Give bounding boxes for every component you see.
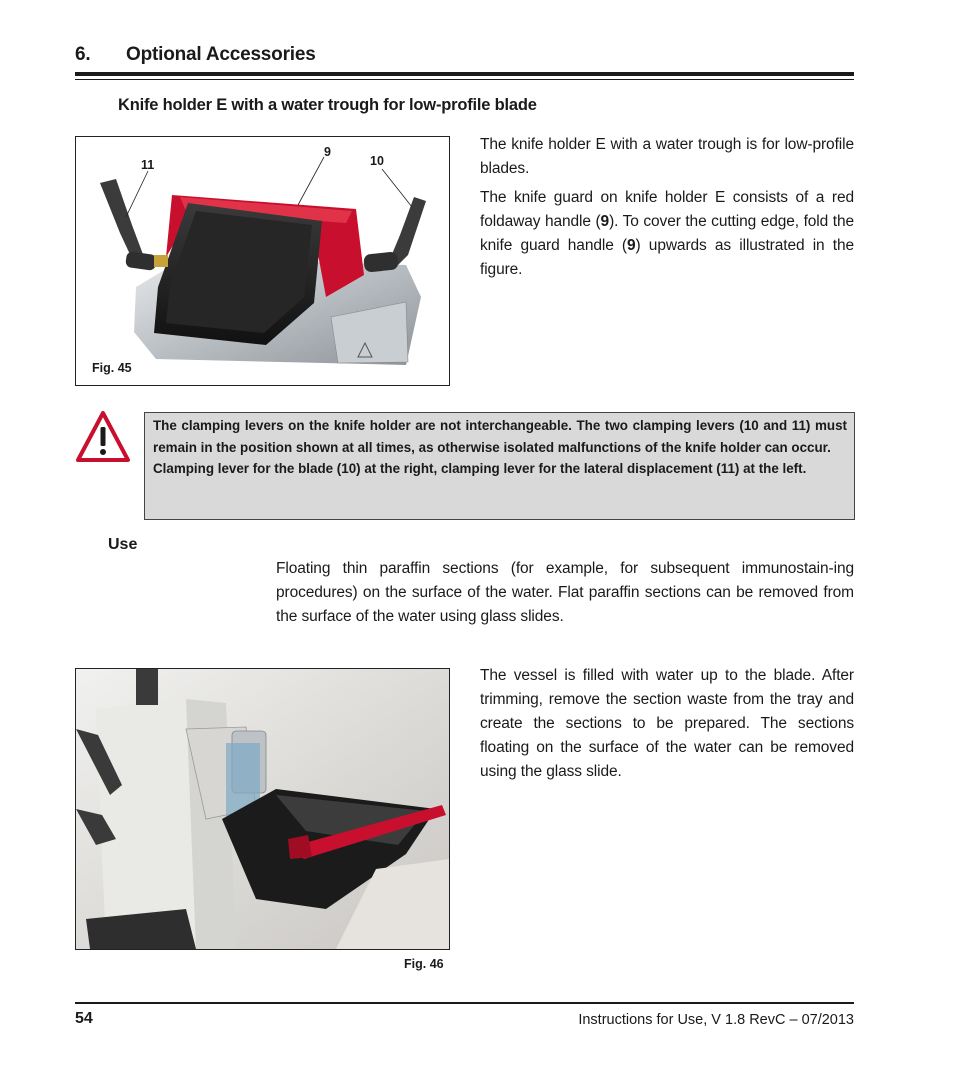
use-text: Floating thin paraffin sections (for example, for subsequent immunostain-ing procedures) on the surface of the water. Flat paraffin sections can be removed from the surface of the water using glass slides.	[276, 560, 854, 625]
figure-45-label: Fig. 45	[92, 361, 132, 375]
section-title: Optional Accessories	[126, 44, 316, 65]
intro-text	[480, 133, 854, 282]
document-reference: Instructions for Use, V 1.8 RevC – 07/2013	[578, 1012, 854, 1028]
figure-46-label: Fig. 46	[404, 957, 444, 971]
warning-text-1: The clamping levers on the knife holder are not interchangeable. The two clamping levers (10 and 11) must remain in the position shown at all times, as otherwise isolated malfunctions of the knife holder can occur.	[153, 418, 847, 455]
page-number: 54	[75, 1010, 93, 1027]
section-number: 6.	[75, 44, 91, 65]
warning-triangle-icon	[75, 410, 131, 469]
intro-paragraph-2: The knife guard on knife holder E consists of a red foldaway handle (9). To cover the cutting edge, fold the knife guard handle (9) upwards as illustrated in the figure.	[480, 189, 855, 278]
intro-paragraph-1: The knife holder E with a water trough is for low-profile blades.	[480, 136, 854, 177]
footer-rule	[75, 1002, 854, 1004]
callout-11: 11	[141, 158, 155, 172]
callout-10: 10	[370, 154, 384, 168]
header-rule-thin	[75, 79, 854, 80]
callout-9: 9	[324, 145, 331, 159]
use-label: Use	[108, 536, 138, 553]
figure-46-text: The vessel is filled with water up to the blade. After trimming, remove the section waste from the tray and create the sections to be prepared. The sections floating on the surface of the water can be removed using the glass slide.	[480, 667, 854, 780]
warning-box	[144, 412, 855, 520]
header-rule-thick	[75, 72, 854, 76]
microtome-photo	[76, 669, 449, 949]
knife-holder-illustration	[76, 137, 449, 385]
warning-text-2: Clamping lever for the blade (10) at the right, clamping lever for the lateral displacement (11) at the left.	[153, 461, 807, 476]
subheading: Knife holder E with a water trough for low-profile blade	[118, 96, 537, 114]
figure-45	[75, 136, 450, 386]
figure-46	[75, 668, 450, 950]
